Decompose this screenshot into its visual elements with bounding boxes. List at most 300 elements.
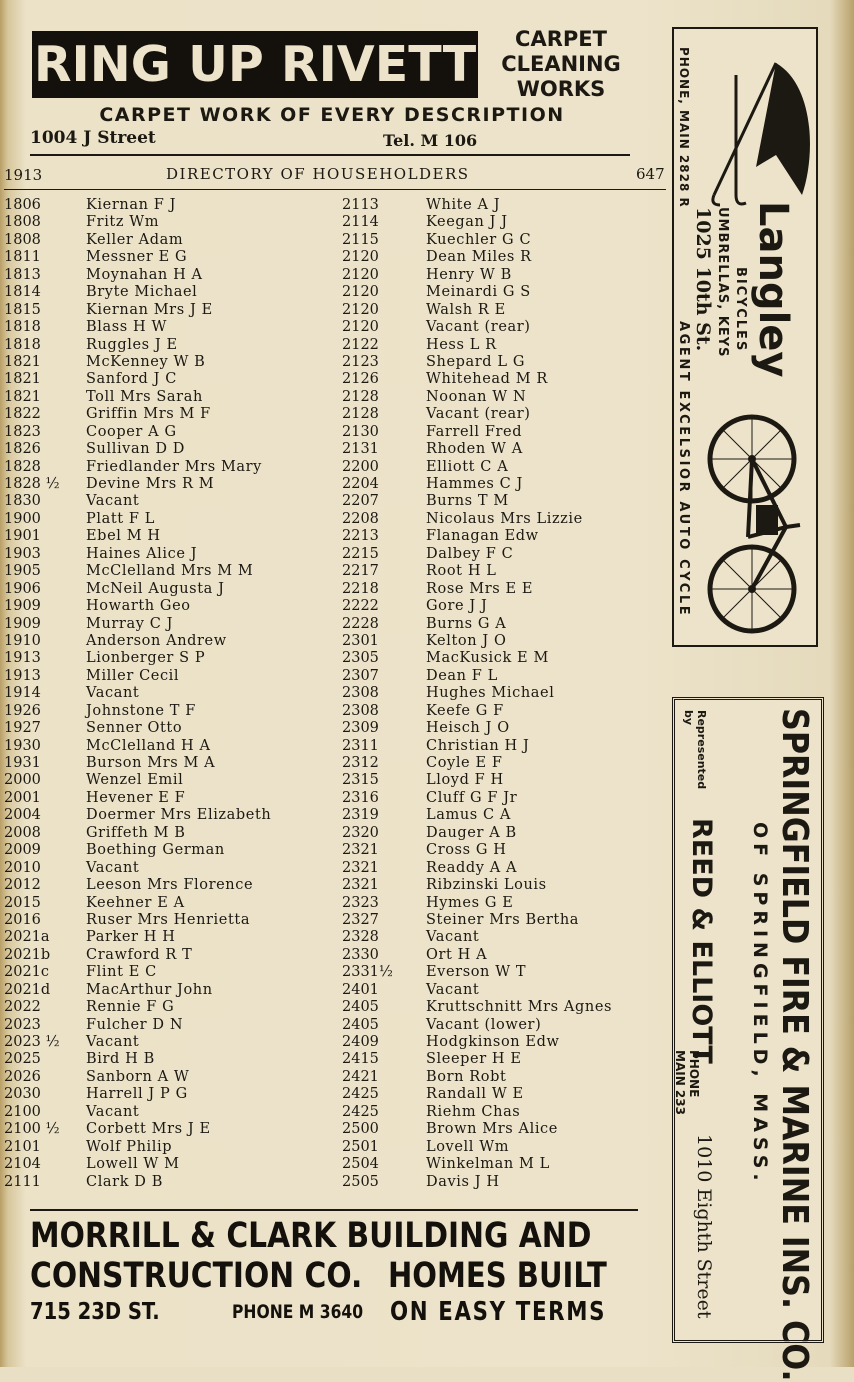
left-householder: Burson Mrs M A [86,755,216,771]
right-householder: White A J [426,197,501,213]
listing-row [0,772,670,789]
left-house-number: 2021d [4,981,51,998]
title-divider [4,189,666,190]
right-householder: Vacant [426,981,480,998]
springfield-address: 1010 Eighth Street [693,1134,715,1319]
left-householder: Johnstone T F [86,702,196,719]
left-householder: McNeil Augusta J [86,580,225,597]
left-house-number: 1913 [4,650,41,667]
listing-row [0,563,670,580]
listing-row [0,319,670,336]
left-house-number: 1900 [4,510,41,527]
left-house-number: 1818 [4,336,41,353]
left-house-number: 1828 [4,458,41,475]
right-house-number: 2330 [342,946,379,963]
right-house-number: 2204 [342,476,379,492]
morrill-address: 715 23D ST. [30,1299,160,1325]
left-house-number: 2009 [4,842,41,859]
right-householder: Kelton J O [426,632,507,649]
left-householder: Bryte Michael [86,284,198,301]
listing-row [0,1174,670,1191]
left-house-number: 1927 [4,720,41,737]
right-house-number: 2409 [342,1034,379,1050]
left-house-number: 2015 [4,894,41,911]
right-house-number: 2130 [342,423,379,440]
left-householder: Kiernan F J [86,197,176,213]
left-house-number: 1910 [4,632,41,649]
left-householder: Blass H W [86,319,167,336]
right-house-number: 2208 [342,510,379,527]
left-householder: Howarth Geo [86,598,191,615]
listing-row [0,982,670,999]
left-householder: Keller Adam [86,231,184,248]
right-house-number: 2328 [342,929,379,946]
listing-row [0,441,670,458]
right-house-number: 2114 [342,214,379,231]
left-householder: Friedlander Mrs Mary [86,458,262,475]
right-householder: Readdy A A [426,859,518,876]
springfield-name: SPRINGFIELD FIRE & MARINE INS. CO. [774,708,815,1382]
right-house-number: 2320 [342,824,379,841]
left-householder: Devine Mrs R M [86,476,215,492]
right-house-number: 2331½ [342,964,393,981]
cleaning-line: CLEANING [501,52,621,76]
right-house-number: 2321 [342,877,379,894]
cleaning-line: CARPET [515,27,607,51]
morrill-line-1: MORRILL & CLARK BUILDING AND [30,1216,592,1256]
right-householder: Ribzinski Louis [426,877,547,894]
listing-row [0,616,670,633]
right-householder: Lovell Wm [426,1138,510,1155]
langley-phone: PHONE, MAIN 2828 R [677,47,691,208]
listing-row [0,912,670,929]
listing-row [0,214,670,231]
right-householder: Winkelman M L [426,1156,550,1173]
left-house-number: 1814 [4,284,41,301]
listing-row [0,267,670,284]
right-householder: Burns G A [426,615,507,632]
right-householder: Christian H J [426,737,530,754]
left-house-number: 1826 [4,441,41,458]
listing-row [0,354,670,371]
left-householder: Keehner E A [86,894,185,911]
right-house-number: 2305 [342,650,379,667]
directory-title: DIRECTORY OF HOUSEHOLDERS [166,165,470,183]
right-house-number: 2401 [342,981,379,998]
right-house-number: 2501 [342,1138,379,1155]
right-house-number: 2312 [342,755,379,771]
right-house-number: 2120 [342,284,379,301]
right-house-number: 2131 [342,441,379,458]
left-householder: Griffin Mrs M F [86,406,211,423]
householder-listing [0,197,670,1191]
springfield-of: OF SPRINGFIELD, MASS. [749,822,771,1186]
left-house-number: 2010 [4,859,41,876]
left-householder: Fulcher D N [86,1016,184,1033]
listing-row [0,302,670,319]
right-householder: Vacant (lower) [426,1016,542,1033]
langley-address: 1025 10th St. [692,207,714,352]
left-house-number: 2012 [4,877,41,894]
left-house-number: 1822 [4,406,41,423]
right-householder: Keegan J J [426,214,508,231]
langley-agent: AGENT EXCELSIOR AUTO CYCLE [676,321,691,618]
left-house-number: 2023 ½ [4,1034,60,1050]
left-house-number: 2004 [4,807,41,824]
left-house-number: 2100 [4,1103,41,1120]
listing-row [0,1051,670,1068]
listing-row [0,581,670,598]
left-householder: Boething German [86,842,225,859]
right-householder: Steiner Mrs Bertha [426,911,580,928]
left-householder: Wenzel Emil [86,772,184,789]
right-house-number: 2213 [342,528,379,545]
right-householder: Dauger A B [426,824,517,841]
bicycle-icon [700,407,812,639]
left-house-number: 1828 ½ [4,476,60,492]
right-householder: Cross G H [426,842,507,859]
listing-row [0,703,670,720]
right-householder: Henry W B [426,266,512,283]
right-house-number: 2228 [342,615,379,632]
left-householder: Leeson Mrs Florence [86,877,254,894]
listing-row [0,650,670,667]
listing-row [0,999,670,1016]
listing-row [0,825,670,842]
left-householder: Kiernan Mrs J E [86,301,213,318]
left-householder: Senner Otto [86,720,183,737]
left-householder: Anderson Andrew [86,632,227,649]
left-householder: Griffeth M B [86,824,186,841]
left-householder: Haines Alice J [86,545,198,562]
left-householder: Vacant [86,1034,140,1050]
left-householder: Messner E G [86,249,188,266]
left-householder: Cooper A G [86,423,177,440]
left-householder: Fritz Wm [86,214,160,231]
left-house-number: 1821 [4,353,41,370]
left-house-number: 2016 [4,911,41,928]
listing-row [0,493,670,510]
left-householder: Harrell J P G [86,1086,188,1103]
right-householder: Flanagan Edw [426,528,539,545]
right-house-number: 2301 [342,632,379,649]
right-house-number: 2120 [342,249,379,266]
right-householder: Dalbey F C [426,545,514,562]
right-householder: Hodgkinson Edw [426,1034,560,1050]
listing-row [0,929,670,946]
left-house-number: 1818 [4,319,41,336]
left-house-number: 2022 [4,999,41,1016]
listing-row [0,1034,670,1051]
right-householder: MacKusick E M [426,650,549,667]
listing-row [0,842,670,859]
left-house-number: 1823 [4,423,41,440]
left-householder: McClelland Mrs M M [86,563,254,580]
listing-row [0,511,670,528]
left-house-number: 1906 [4,580,41,597]
listing-row [0,720,670,737]
left-householder: Vacant [86,493,140,510]
right-house-number: 2207 [342,493,379,510]
right-householder: Hymes G E [426,894,514,911]
left-house-number: 1815 [4,301,41,318]
listing-row [0,528,670,545]
right-householder: Brown Mrs Alice [426,1121,558,1138]
listing-row [0,633,670,650]
right-householder: Nicolaus Mrs Lizzie [426,510,583,527]
listing-row [0,249,670,266]
right-householder: Randall W E [426,1086,524,1103]
right-house-number: 2120 [342,319,379,336]
left-house-number: 1821 [4,371,41,388]
right-house-number: 2218 [342,580,379,597]
right-householder: Root H L [426,563,497,580]
left-householder: Crawford R T [86,946,193,963]
left-house-number: 1813 [4,266,41,283]
left-house-number: 2100 ½ [4,1121,60,1138]
right-householder: Ort H A [426,946,488,963]
right-house-number: 2200 [342,458,379,475]
left-householder: Vacant [86,685,140,702]
right-householder: Shepard L G [426,353,526,370]
right-house-number: 2505 [342,1173,379,1190]
right-house-number: 2123 [342,353,379,370]
right-householder: Born Robt [426,1068,507,1085]
right-house-number: 2128 [342,388,379,405]
listing-row [0,964,670,981]
left-house-number: 2008 [4,824,41,841]
right-householder: Vacant [426,929,480,946]
langley-goods-2: UMBRELLAS, KEYS [715,207,730,358]
carpet-cleaning-works [486,27,636,102]
left-house-number: 1931 [4,755,41,771]
left-house-number: 2025 [4,1051,41,1068]
left-house-number: 1905 [4,563,41,580]
left-house-number: 1909 [4,598,41,615]
listing-row [0,947,670,964]
right-house-number: 2122 [342,336,379,353]
morrill-terms: ON EASY TERMS [390,1297,607,1327]
directory-year: 1913 [4,166,43,184]
left-householder: Ruggles J E [86,336,178,353]
left-house-number: 1808 [4,214,41,231]
listing-row [0,755,670,772]
listing-row [0,738,670,755]
left-householder: Wolf Philip [86,1138,173,1155]
rivett-address: 1004 J Street [30,128,156,148]
right-house-number: 2321 [342,842,379,859]
right-house-number: 2115 [342,231,379,248]
left-house-number: 1830 [4,493,41,510]
right-house-number: 2120 [342,266,379,283]
left-house-number: 1808 [4,231,41,248]
left-householder: Toll Mrs Sarah [86,388,203,405]
right-house-number: 2319 [342,807,379,824]
listing-row [0,895,670,912]
left-house-number: 2111 [4,1173,41,1190]
listing-row [0,197,670,214]
listing-row [0,232,670,249]
left-house-number: 2101 [4,1138,41,1155]
listing-row [0,1139,670,1156]
listing-row [0,371,670,388]
left-house-number: 1914 [4,685,41,702]
right-householder: Everson W T [426,964,527,981]
left-house-number: 2001 [4,789,41,806]
right-house-number: 2308 [342,685,379,702]
right-householder: Rhoden W A [426,441,523,458]
left-house-number: 1901 [4,528,41,545]
left-house-number: 1930 [4,737,41,754]
left-house-number: 2021b [4,946,51,963]
left-householder: Corbett Mrs J E [86,1121,211,1138]
right-house-number: 2316 [342,789,379,806]
right-house-number: 2217 [342,563,379,580]
listing-row [0,685,670,702]
right-householder: Cluff G F Jr [426,789,518,806]
right-house-number: 2425 [342,1103,379,1120]
right-householder: Sleeper H E [426,1051,522,1068]
left-householder: Ruser Mrs Henrietta [86,911,251,928]
right-householder: Kuechler G C [426,231,532,248]
right-house-number: 2405 [342,1016,379,1033]
listing-row [0,1156,670,1173]
right-house-number: 2308 [342,702,379,719]
right-householder: Vacant (rear) [426,319,531,336]
left-house-number: 2026 [4,1068,41,1085]
left-householder: Miller Cecil [86,667,180,684]
right-householder: Lloyd F H [426,772,504,789]
left-householder: Parker H H [86,929,176,946]
listing-row [0,807,670,824]
right-house-number: 2315 [342,772,379,789]
left-house-number: 1903 [4,545,41,562]
right-house-number: 2309 [342,720,379,737]
left-house-number: 1926 [4,702,41,719]
listing-row [0,860,670,877]
listing-row [0,1104,670,1121]
listing-row [0,1069,670,1086]
right-householder: Coyle E F [426,755,503,771]
right-householder: Dean F L [426,667,498,684]
page-number: 647 [636,165,665,183]
left-householder: Bird H B [86,1051,155,1068]
springfield-phone: PHONE MAIN 233 [673,1050,701,1115]
right-householder: Heisch J O [426,720,510,737]
right-householder: Noonan W N [426,388,527,405]
right-house-number: 2500 [342,1121,379,1138]
right-householder: Farrell Fred [426,423,523,440]
left-householder: Doermer Mrs Elizabeth [86,807,272,824]
right-house-number: 2222 [342,598,379,615]
right-householder: Lamus C A [426,807,511,824]
listing-row [0,389,670,406]
umbrella-icon [706,45,818,215]
right-house-number: 2126 [342,371,379,388]
listing-row [0,476,670,493]
right-house-number: 2327 [342,911,379,928]
right-house-number: 2323 [342,894,379,911]
left-house-number: 2030 [4,1086,41,1103]
ring-up-rivett-banner: RING UP RIVETT [32,31,478,98]
left-house-number: 1811 [4,249,41,266]
listing-row [0,598,670,615]
left-householder: Moynahan H A [86,266,203,283]
right-householder: Vacant (rear) [426,406,531,423]
right-householder: Hughes Michael [426,685,555,702]
cleaning-line: WORKS [516,77,606,101]
listing-row [0,284,670,301]
left-house-number: 1806 [4,197,41,213]
right-householder: Whitehead M R [426,371,548,388]
right-house-number: 2307 [342,667,379,684]
left-householder: Sanborn A W [86,1068,190,1085]
listing-row [0,337,670,354]
left-householder: McClelland H A [86,737,211,754]
langley-goods: BICYCLES [733,267,748,353]
right-householder: Hess L R [426,336,497,353]
left-householder: Clark D B [86,1173,163,1190]
right-house-number: 2113 [342,197,379,213]
left-householder: Lionberger S P [86,650,206,667]
right-house-number: 2128 [342,406,379,423]
right-householder: Meinardi G S [426,284,531,301]
right-house-number: 2321 [342,859,379,876]
left-householder: Murray C J [86,615,174,632]
left-householder: Vacant [86,1103,140,1120]
right-house-number: 2120 [342,301,379,318]
left-house-number: 1909 [4,615,41,632]
left-householder: Sanford J C [86,371,177,388]
right-house-number: 2405 [342,999,379,1016]
right-householder: Walsh R E [426,301,506,318]
left-house-number: 2021c [4,964,50,981]
springfield-insurance-ad [672,697,824,1382]
right-house-number: 2311 [342,737,379,754]
langley-name: Langley [750,201,796,378]
springfield-represented-by: Represented by [682,710,708,790]
right-house-number: 2215 [342,545,379,562]
left-householder: Rennie F G [86,999,175,1016]
left-house-number: 2104 [4,1156,41,1173]
right-house-number: 2504 [342,1156,379,1173]
right-householder: Kruttschnitt Mrs Agnes [426,999,613,1016]
left-householder: Vacant [86,859,140,876]
rivett-telephone: Tel. M 106 [383,131,478,150]
left-householder: MacArthur John [86,981,213,998]
left-house-number: 2023 [4,1016,41,1033]
right-house-number: 2421 [342,1068,379,1085]
morrill-phone: PHONE M 3640 [232,1301,364,1323]
langley-ad [672,27,818,647]
left-householder: McKenney W B [86,353,206,370]
header-divider [30,154,630,156]
right-householder: Dean Miles R [426,249,532,266]
morrill-line-2b: HOMES BUILT [388,1256,607,1296]
right-householder: Elliott C A [426,458,509,475]
listing-row [0,790,670,807]
right-house-number: 2415 [342,1051,379,1068]
left-house-number: 2021a [4,929,50,946]
left-householder: Flint E C [86,964,157,981]
left-householder: Hevener E F [86,789,186,806]
listing-row [0,1017,670,1034]
left-householder: Ebel M H [86,528,161,545]
listing-row [0,546,670,563]
right-householder: Keefe G F [426,702,504,719]
listing-row [0,406,670,423]
right-householder: Gore J J [426,598,488,615]
